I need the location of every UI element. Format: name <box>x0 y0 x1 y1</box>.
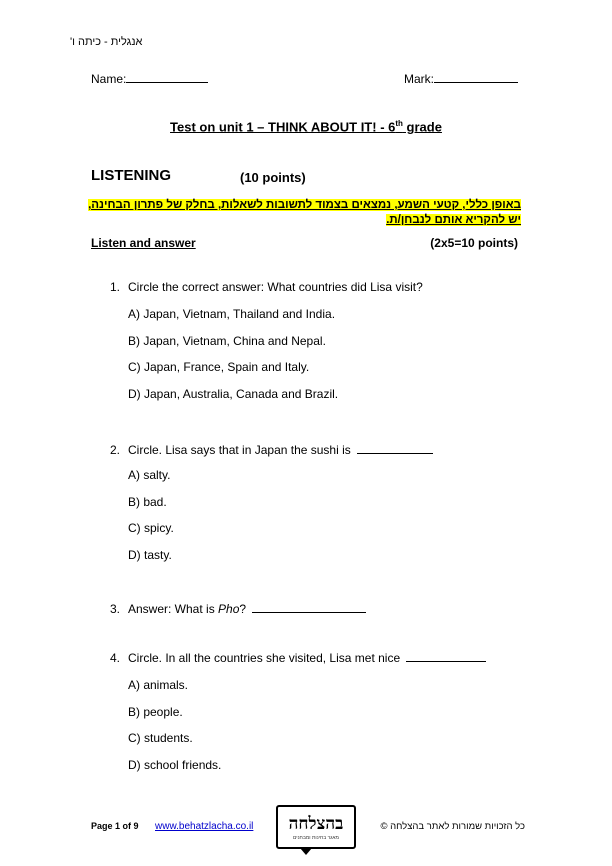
q4-answer-line[interactable] <box>406 650 486 662</box>
logo-text: בהצלחה <box>288 813 344 834</box>
hebrew-notice <box>80 198 521 228</box>
question-3 <box>110 601 366 616</box>
title-end: grade <box>402 119 442 135</box>
question-text: Circle. Lisa says that in Japan the sushi is <box>128 443 351 457</box>
q4-option-b[interactable]: B) people. <box>128 705 183 719</box>
question-text-emphasis: Pho <box>218 602 240 616</box>
q1-option-b[interactable]: B) Japan, Vietnam, China and Nepal. <box>128 334 326 348</box>
q4-option-d[interactable]: D) school friends. <box>128 758 222 772</box>
question-text-post: ? <box>239 602 247 616</box>
question-1 <box>110 280 423 294</box>
question-text: Circle the correct answer: What countries did Lisa visit? <box>128 280 423 294</box>
q1-option-a[interactable]: A) Japan, Vietnam, Thailand and India. <box>128 307 336 321</box>
q2-option-d[interactable]: D) tasty. <box>128 548 172 562</box>
question-4 <box>110 650 486 665</box>
mark-label: Mark: <box>404 72 434 86</box>
q4-option-a[interactable]: A) animals. <box>128 678 189 692</box>
question-number: 3. <box>110 602 121 616</box>
question-text: Circle. In all the countries she visited, Lisa met nice <box>128 651 401 665</box>
behatzlacha-logo <box>276 805 356 849</box>
question-number: 2. <box>110 443 121 457</box>
q2-option-c[interactable]: C) spicy. <box>128 521 174 535</box>
document-subject-header: אנגלית - כיתה ו' <box>70 36 143 48</box>
q4-option-c[interactable]: C) students. <box>128 731 193 745</box>
mark-input-line[interactable] <box>434 71 518 83</box>
notice-line-2: יש להקריא אותם לנבחן/ת. <box>386 214 521 226</box>
name-label: Name: <box>91 72 127 86</box>
name-field-row <box>91 71 208 86</box>
question-2 <box>110 442 433 457</box>
title-superscript: th <box>395 119 403 128</box>
website-link[interactable]: www.behatzlacha.co.il <box>155 821 254 832</box>
q2-option-b[interactable]: B) bad. <box>128 495 167 509</box>
section-points: (10 points) <box>240 170 306 185</box>
logo-speech-tail-icon <box>300 848 312 855</box>
q1-option-c[interactable]: C) Japan, France, Spain and Italy. <box>128 360 310 374</box>
question-number: 4. <box>110 651 121 665</box>
q2-option-a[interactable]: A) salty. <box>128 468 171 482</box>
name-input-line[interactable] <box>126 71 208 83</box>
question-text-pre: Answer: What is <box>128 602 219 616</box>
title-main: Test on unit 1 – THINK ABOUT IT! - 6 <box>170 119 396 135</box>
copyright-notice: כל הזכויות שמורות לאתר בהצלחה © <box>380 821 525 832</box>
instruction-scoring: (2x5=10 points) <box>430 236 518 250</box>
question-number: 1. <box>110 280 121 294</box>
q3-answer-line[interactable] <box>252 601 366 613</box>
test-title <box>0 119 612 134</box>
q1-option-d[interactable]: D) Japan, Australia, Canada and Brazil. <box>128 387 339 401</box>
logo-subtext: מאגר בחינות ומבחנים <box>293 834 339 841</box>
q2-answer-line[interactable] <box>357 442 433 454</box>
mark-field-row <box>404 71 518 86</box>
instruction-label: Listen and answer <box>91 236 196 250</box>
section-heading: LISTENING <box>91 167 172 184</box>
page-number: Page 1 of 9 <box>91 821 139 831</box>
notice-line-1: באופן כללי, קטעי השמע, נמצאים בצמוד לתשובות לשאלות, בחלק של פתרון הבחינה, <box>88 199 521 211</box>
